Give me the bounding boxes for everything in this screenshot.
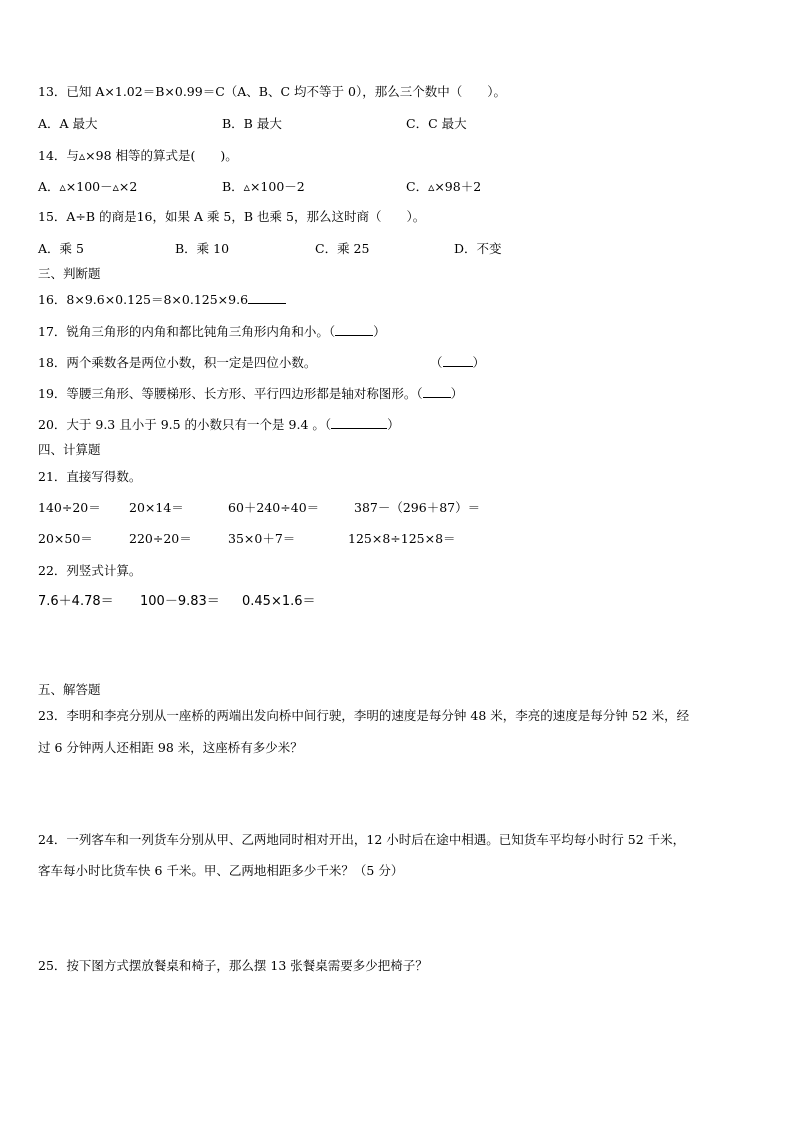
question-23-line1: 23．李明和李亮分别从一座桥的两端出发向桥中间行驶，李明的速度是每分钟 48 米，李亮的速度是每分钟 52 米，经 xyxy=(38,708,690,723)
calc-item: 60＋240÷40＝ xyxy=(228,500,320,515)
q17-close-paren: ） xyxy=(373,324,386,339)
q15-option-b: B．乘 10 xyxy=(175,241,230,256)
vertical-calc-item: 100－9.83＝ xyxy=(140,594,220,609)
q20-close-paren: ） xyxy=(387,417,400,432)
q15-option-a: A．乘 5 xyxy=(38,241,84,256)
q18-text: 18．两个乘数各是两位小数，积一定是四位小数。 xyxy=(38,355,317,370)
vertical-calc-item: 7.6＋4.78＝ xyxy=(38,594,114,609)
vertical-calc-item: 0.45×1.6＝ xyxy=(242,594,316,609)
calc-item: 220÷20＝ xyxy=(129,531,192,546)
q17-answer-blank[interactable] xyxy=(335,324,373,336)
q19-text: 19．等腰三角形、等腰梯形、长方形、平行四边形都是轴对称图形。（ xyxy=(38,386,423,401)
question-13: 13．已知 A×1.02＝B×0.99＝C（A、B、C 均不等于 0），那么三个数中（ ）。 xyxy=(38,84,506,99)
q17-text: 17．锐角三角形的内角和都比钝角三角形内角和小。（ xyxy=(38,324,336,339)
calc-item: 140÷20＝ xyxy=(38,500,101,515)
q13-option-c: C．C 最大 xyxy=(406,116,467,131)
q16-answer-blank[interactable] xyxy=(248,292,286,304)
question-24-line1: 24．一列客车和一列货车分别从甲、乙两地同时相对开出，12 小时后在途中相遇。已知货车平均每小时行 52 千米， xyxy=(38,832,686,847)
q16-text: 16．8×9.6×0.125＝8×0.125×9.6 xyxy=(38,292,249,307)
question-14: 14．与▵×98 相等的算式是( )。 xyxy=(38,148,238,163)
question-22: 22．列竖式计算。 xyxy=(38,563,142,578)
calc-item: 387－（296＋87）＝ xyxy=(354,500,481,515)
q20-answer-blank[interactable] xyxy=(331,417,387,429)
question-20 xyxy=(38,417,400,433)
question-21: 21．直接写得数。 xyxy=(38,469,142,484)
q19-close-paren: ） xyxy=(450,386,464,401)
q18-answer xyxy=(430,355,485,371)
calc-item: 20×14＝ xyxy=(129,500,184,515)
question-24-line2: 客车每小时比货车快 6 千米。甲、乙两地相距多少千米？（5 分） xyxy=(38,863,404,878)
q15-option-c: C．乘 25 xyxy=(315,241,370,256)
q18-open-paren: （ xyxy=(430,355,443,370)
question-25: 25．按下图方式摆放餐桌和椅子，那么摆 13 张餐桌需要多少把椅子？ xyxy=(38,958,428,973)
q14-option-a: A．▵×100－▵×2 xyxy=(38,179,138,194)
q19-answer-blank[interactable] xyxy=(423,386,451,398)
q14-option-b: B．▵×100－2 xyxy=(222,179,305,194)
calc-item: 20×50＝ xyxy=(38,531,93,546)
q20-text: 20．大于 9.3 且小于 9.5 的小数只有一个是 9.4 。（ xyxy=(38,417,332,432)
calc-item: 35×0＋7＝ xyxy=(228,531,296,546)
section-title-judgement: 三、判断题 xyxy=(38,266,101,281)
section-title-word-problems: 五、解答题 xyxy=(38,682,101,697)
q18-close-paren: ） xyxy=(472,355,486,370)
q18-answer-blank[interactable] xyxy=(443,355,473,367)
section-title-calculation: 四、计算题 xyxy=(38,442,101,457)
question-16 xyxy=(38,292,286,308)
q14-option-c: C．▵×98＋2 xyxy=(406,179,482,194)
question-19 xyxy=(38,386,463,402)
q13-option-a: A．A 最大 xyxy=(38,116,98,131)
calc-item: 125×8÷125×8＝ xyxy=(348,531,456,546)
question-23-line2: 过 6 分钟两人还相距 98 米，这座桥有多少米？ xyxy=(38,740,303,755)
q15-option-d: D．不变 xyxy=(454,241,502,256)
q13-option-b: B．B 最大 xyxy=(222,116,282,131)
question-18 xyxy=(38,355,316,371)
question-17 xyxy=(38,324,386,340)
question-15: 15．A÷B 的商是16，如果 A 乘 5，B 也乘 5，那么这时商（ ）。 xyxy=(38,209,426,224)
